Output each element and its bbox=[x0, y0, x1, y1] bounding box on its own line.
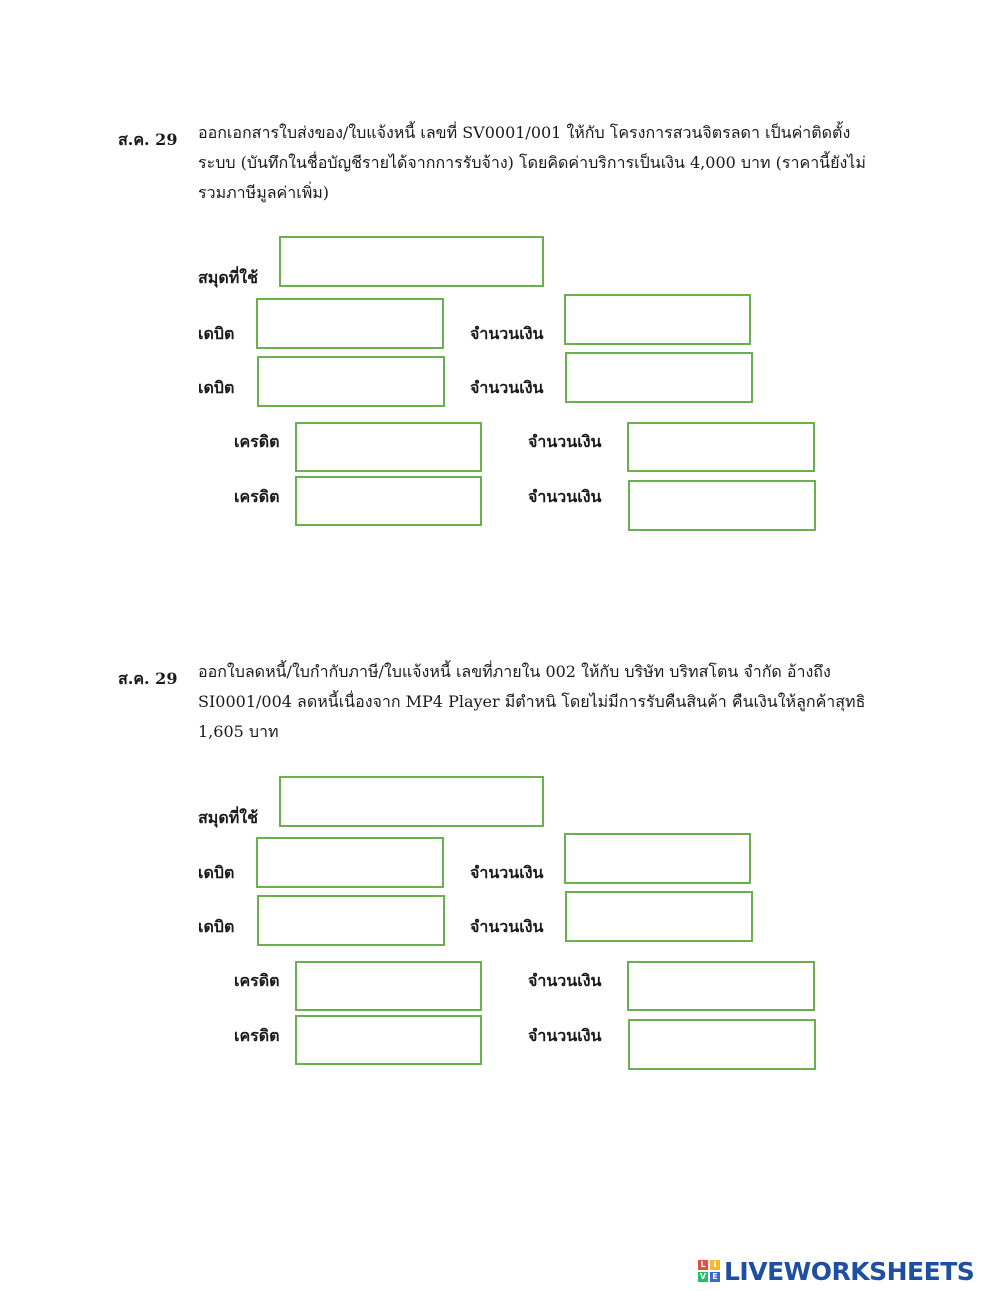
credit-amount-input[interactable] bbox=[628, 480, 816, 531]
credit-amount-input[interactable] bbox=[627, 422, 815, 472]
amount-label: จำนวนเงิน bbox=[528, 971, 602, 990]
question-line: SI0001/004 ลดหนี้เนื่องจาก MP4 Player มีตำหนิ โดยไม่มีการรับคืนสินค้า คืนเงินให้ลูกค้าสุทธิ bbox=[198, 692, 866, 711]
question-text bbox=[198, 118, 878, 208]
debit-amount-input[interactable] bbox=[565, 352, 753, 403]
amount-label: จำนวนเงิน bbox=[528, 432, 602, 451]
amount-label: จำนวนเงิน bbox=[470, 863, 544, 882]
amount-label: จำนวนเงิน bbox=[470, 378, 544, 397]
credit-account-input[interactable] bbox=[295, 476, 482, 526]
amount-label: จำนวนเงิน bbox=[528, 1026, 602, 1045]
credit-label: เครดิต bbox=[234, 432, 280, 451]
logo-cube: V bbox=[699, 1272, 707, 1281]
question-line: ออกใบลดหนี้/ใบกำกับภาษี/ใบแจ้งหนี้ เลขที่ภายใน 002 ให้กับ บริษัท บริทสโตน จำกัด อ้างถึง bbox=[198, 662, 831, 681]
logo-cube: E bbox=[710, 1272, 720, 1282]
credit-account-input[interactable] bbox=[295, 1015, 482, 1065]
liveworksheets-logo bbox=[698, 1257, 974, 1285]
debit-label: เดบิต bbox=[198, 324, 235, 343]
logo-cube: I bbox=[710, 1260, 720, 1270]
logo-text: LIVEWORKSHEETS bbox=[724, 1256, 975, 1286]
debit-amount-input[interactable] bbox=[564, 294, 751, 345]
journal-label: สมุดที่ใช้ bbox=[198, 808, 258, 827]
debit-amount-input[interactable] bbox=[565, 891, 753, 942]
credit-label: เครดิต bbox=[234, 1026, 280, 1045]
amount-label: จำนวนเงิน bbox=[528, 487, 602, 506]
journal-input[interactable] bbox=[279, 236, 544, 287]
journal-label: สมุดที่ใช้ bbox=[198, 268, 258, 287]
amount-label: จำนวนเงิน bbox=[470, 324, 544, 343]
question-date: ส.ค. 29 bbox=[118, 130, 178, 149]
credit-account-input[interactable] bbox=[295, 961, 482, 1011]
logo-cube: L bbox=[698, 1260, 708, 1270]
question-date: ส.ค. 29 bbox=[118, 669, 178, 688]
credit-amount-input[interactable] bbox=[627, 961, 815, 1011]
debit-account-input[interactable] bbox=[256, 837, 444, 888]
logo-cubes-icon bbox=[698, 1260, 720, 1282]
question-line: ระบบ (บันทึกในชื่อบัญชีรายได้จากการรับจ้าง) โดยคิดค่าบริการเป็นเงิน 4,000 บาท (ราคานี้ยังไม่ bbox=[198, 153, 866, 172]
debit-account-input[interactable] bbox=[257, 895, 445, 946]
question-line: รวมภาษีมูลค่าเพิ่ม) bbox=[198, 183, 330, 202]
amount-label: จำนวนเงิน bbox=[470, 917, 544, 936]
journal-input[interactable] bbox=[279, 776, 544, 827]
debit-account-input[interactable] bbox=[256, 298, 444, 349]
question-text bbox=[198, 657, 878, 747]
debit-label: เดบิต bbox=[198, 378, 235, 397]
debit-amount-input[interactable] bbox=[564, 833, 751, 884]
debit-account-input[interactable] bbox=[257, 356, 445, 407]
credit-label: เครดิต bbox=[234, 971, 280, 990]
question-line: 1,605 บาท bbox=[198, 722, 279, 741]
credit-label: เครดิต bbox=[234, 487, 280, 506]
debit-label: เดบิต bbox=[198, 917, 235, 936]
debit-label: เดบิต bbox=[198, 863, 235, 882]
question-line: ออกเอกสารใบส่งของ/ใบแจ้งหนี้ เลขที่ SV0001/001 ให้กับ โครงการสวนจิตรลดา เป็นค่าติดตั้ง bbox=[198, 123, 851, 142]
credit-amount-input[interactable] bbox=[628, 1019, 816, 1070]
credit-account-input[interactable] bbox=[295, 422, 482, 472]
